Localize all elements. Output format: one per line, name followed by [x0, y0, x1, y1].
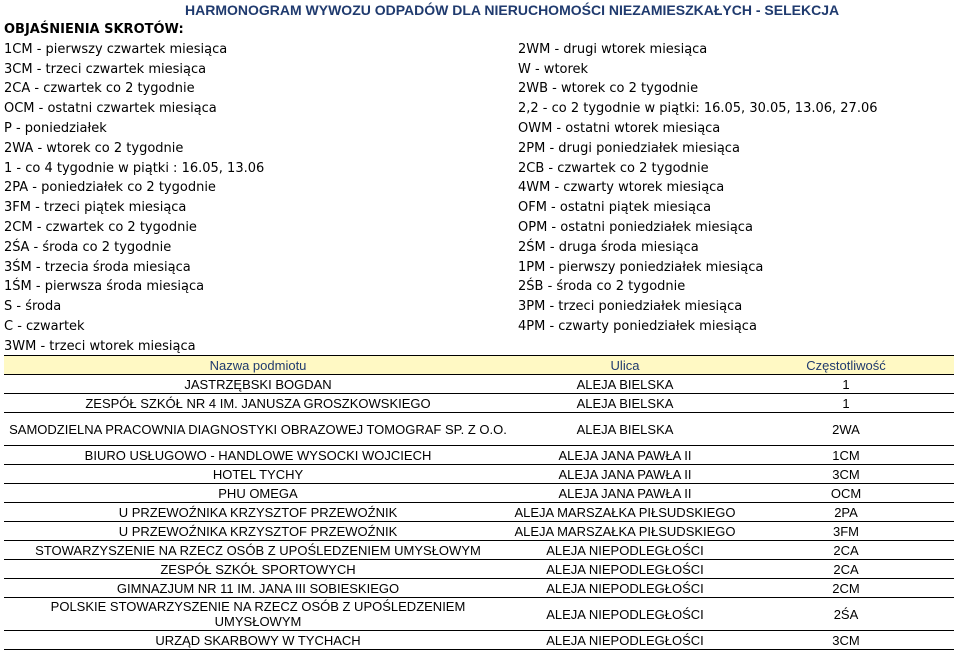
cell-entity-name: HOTEL TYCHY	[4, 465, 512, 484]
schedule-table	[4, 355, 954, 650]
legend-item: 3CM - trzeci czwartek miesiąca	[4, 61, 207, 77]
legend-item: 2CM - czwartek co 2 tygodnie	[4, 220, 197, 235]
cell-frequency: 2CM	[738, 579, 954, 598]
legend-item: 2WB - wtorek co 2 tygodnie	[518, 81, 699, 97]
cell-street: ALEJA JANA PAWŁA II	[512, 484, 738, 503]
legend-item: OCM - ostatni czwartek miesiąca	[4, 101, 217, 117]
cell-frequency: 3CM	[738, 631, 954, 650]
table-row	[4, 560, 954, 579]
cell-frequency: 2ŚA	[738, 598, 954, 631]
table-row	[4, 503, 954, 522]
cell-frequency: 2CA	[738, 560, 954, 579]
cell-frequency: 1	[738, 394, 954, 413]
cell-entity-name: POLSKIE STOWARZYSZENIE NA RZECZ OSÓB Z UPOŚLEDZENIEM UMYSŁOWYM	[4, 598, 512, 631]
legend-item: 2PA - poniedziałek co 2 tygodnie	[4, 180, 216, 196]
cell-entity-name: GIMNAZJUM NR 11 IM. JANA III SOBIESKIEGO	[4, 579, 512, 598]
cell-frequency: 1	[738, 375, 954, 394]
legend-item: 3PM - trzeci poniedziałek miesiąca	[518, 299, 743, 315]
cell-frequency: 2PA	[738, 503, 954, 522]
cell-frequency: OCM	[738, 484, 954, 503]
legend-item: 1ŚM - pierwsza środa miesiąca	[4, 279, 205, 295]
legend-item: 2ŚM - druga środa miesiąca	[518, 239, 699, 255]
cell-street: ALEJA BIELSKA	[512, 375, 738, 394]
header-frequency: Częstotliwość	[738, 356, 954, 375]
cell-entity-name: BIURO USŁUGOWO - HANDLOWE WYSOCKI WOJCIECH	[4, 446, 512, 465]
legend-item: 3FM - trzeci piątek miesiąca	[4, 200, 187, 216]
cell-entity-name: ZESPÓŁ SZKÓŁ NR 4 IM. JANUSZA GROSZKOWSKIEGO	[4, 394, 512, 413]
legend-item: S - środa	[4, 299, 62, 315]
legend-item: 2WA - wtorek co 2 tygodnie	[4, 140, 184, 156]
cell-street: ALEJA BIELSKA	[512, 413, 738, 446]
cell-frequency: 1CM	[738, 446, 954, 465]
legend-item: 2ŚB - środa co 2 tygodnie	[518, 279, 686, 295]
legend-item: C - czwartek	[4, 319, 85, 334]
cell-street: ALEJA JANA PAWŁA II	[512, 465, 738, 484]
document-title: HARMONOGRAM WYWOZU ODPADÓW DLA NIERUCHOMOŚCI NIEZAMIESZKAŁYCH - SELEKCJA	[185, 2, 840, 18]
cell-entity-name: U PRZEWOŹNIKA KRZYSZTOF PRZEWOŹNIK	[4, 522, 512, 541]
table-row	[4, 446, 954, 465]
legend-item: 2ŚA - środa co 2 tygodnie	[4, 239, 172, 255]
table-row	[4, 522, 954, 541]
header-street: Ulica	[512, 356, 738, 375]
cell-entity-name: U PRZEWOŹNIKA KRZYSZTOF PRZEWOŹNIK	[4, 503, 512, 522]
cell-entity-name: URZĄD SKARBOWY W TYCHACH	[4, 631, 512, 650]
table-row	[4, 394, 954, 413]
table-row	[4, 541, 954, 560]
cell-street: ALEJA MARSZAŁKA PIŁSUDSKIEGO	[512, 522, 738, 541]
legend-item: 1CM - pierwszy czwartek miesiąca	[4, 41, 228, 57]
cell-entity-name: SAMODZIELNA PRACOWNIA DIAGNOSTYKI OBRAZOWEJ TOMOGRAF SP. Z O.O.	[4, 413, 512, 446]
legend-item: 1 - co 4 tygodnie w piątki : 16.05, 13.06	[4, 160, 265, 176]
cell-street: ALEJA NIEPODLEGŁOŚCI	[512, 560, 738, 579]
table-row	[4, 598, 954, 631]
legend-item: 2CA - czwartek co 2 tygodnie	[4, 81, 195, 97]
table-row	[4, 579, 954, 598]
legend-item: OPM - ostatni poniedziałek miesiąca	[518, 220, 753, 235]
cell-frequency: 3FM	[738, 522, 954, 541]
table-header-row	[4, 356, 954, 375]
legend-item: P - poniedziałek	[4, 121, 107, 136]
legend-item: OFM - ostatni piątek miesiąca	[518, 200, 712, 216]
table-row	[4, 413, 954, 446]
cell-street: ALEJA NIEPODLEGŁOŚCI	[512, 598, 738, 631]
cell-entity-name: JASTRZĘBSKI BOGDAN	[4, 375, 512, 394]
cell-frequency: 3CM	[738, 465, 954, 484]
table-row	[4, 465, 954, 484]
cell-frequency: 2WA	[738, 413, 954, 446]
cell-frequency: 2CA	[738, 541, 954, 560]
cell-entity-name: PHU OMEGA	[4, 484, 512, 503]
legend-item: 2,2 - co 2 tygodnie w piątki: 16.05, 30.05, 13.06, 27.06	[518, 101, 878, 117]
table-row	[4, 484, 954, 503]
legend-item: 4PM - czwarty poniedziałek miesiąca	[518, 319, 757, 334]
legend-item: 1PM - pierwszy poniedziałek miesiąca	[518, 259, 764, 275]
legend-item: 4WM - czwarty wtorek miesiąca	[518, 180, 725, 196]
cell-street: ALEJA NIEPODLEGŁOŚCI	[512, 541, 738, 560]
legend-item: 2PM - drugi poniedziałek miesiąca	[518, 140, 740, 156]
cell-street: ALEJA MARSZAŁKA PIŁSUDSKIEGO	[512, 503, 738, 522]
legend-item: 2CB - czwartek co 2 tygodnie	[518, 160, 709, 176]
cell-street: ALEJA BIELSKA	[512, 394, 738, 413]
cell-entity-name: STOWARZYSZENIE NA RZECZ OSÓB Z UPOŚLEDZENIEM UMYSŁOWYM	[4, 541, 512, 560]
cell-street: ALEJA JANA PAWŁA II	[512, 446, 738, 465]
cell-entity-name: ZESPÓŁ SZKÓŁ SPORTOWYCH	[4, 560, 512, 579]
cell-street: ALEJA NIEPODLEGŁOŚCI	[512, 579, 738, 598]
legend-item: 2WM - drugi wtorek miesiąca	[518, 41, 708, 57]
table-row	[4, 631, 954, 650]
legend-item: W - wtorek	[518, 61, 589, 77]
legend-heading: OBJAŚNIENIA SKROTÓW:	[4, 22, 184, 37]
cell-street: ALEJA NIEPODLEGŁOŚCI	[512, 631, 738, 650]
table-row	[4, 375, 954, 394]
legend-item: 3WM - trzeci wtorek miesiąca	[4, 338, 196, 354]
header-entity-name: Nazwa podmiotu	[4, 356, 512, 375]
legend-item: OWM - ostatni wtorek miesiąca	[518, 121, 721, 136]
legend-item: 3ŚM - trzecia środa miesiąca	[4, 259, 191, 275]
